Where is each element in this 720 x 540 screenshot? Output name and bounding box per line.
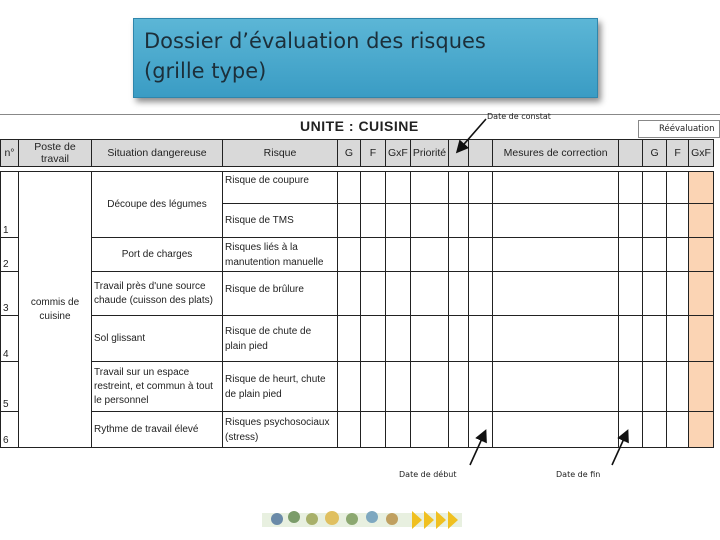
risk-cell: Risque de coupure (223, 172, 338, 204)
row-number: 3 (1, 272, 19, 316)
row-number: 6 (1, 412, 19, 448)
situation-cell: Travail près d'une source chaude (cuisson des plats) (92, 272, 223, 316)
risk-cell: Risque de brûlure (223, 272, 338, 316)
row-number: 2 (1, 238, 19, 272)
arrow-icon (612, 432, 627, 465)
situation-cell: Rythme de travail élevé (92, 412, 223, 448)
risk-cell: Risque de heurt, chute de plain pied (223, 362, 338, 412)
risk-cell: Risque de TMS (223, 204, 338, 238)
header-gxf2: GxF (689, 140, 714, 167)
header-num: n° (1, 140, 19, 167)
risk-cell: Risque de chute de plain pied (223, 316, 338, 362)
unit-label: UNITE : CUISINE (300, 118, 419, 134)
situation-cell: Découpe des légumes (92, 172, 223, 238)
header-mesures: Mesures de correction (493, 140, 619, 167)
header-poste: Poste de travail (19, 140, 92, 167)
header-f2: F (667, 140, 689, 167)
risk-cell: Risques liés à la manutention manuelle (223, 238, 338, 272)
header-f: F (361, 140, 386, 167)
date-fin-label: Date de fin (556, 470, 601, 479)
situation-cell: Port de charges (92, 238, 223, 272)
arrow-icon (470, 432, 485, 465)
date-debut-label: Date de début (399, 470, 457, 479)
header-risque: Risque (223, 140, 338, 167)
row-number: 1 (1, 172, 19, 238)
risk-cell: Risques psychosociaux (stress) (223, 412, 338, 448)
title-line-1: Dossier d’évaluation des risques (144, 29, 486, 53)
situation-cell: Sol glissant (92, 316, 223, 362)
header-g2: G (643, 140, 667, 167)
row-number: 4 (1, 316, 19, 362)
situation-cell: Travail sur un espace restreint, et commun à tout le personnel (92, 362, 223, 412)
title-line-2: (grille type) (144, 59, 267, 83)
reevaluation-label: Réévaluation (638, 120, 720, 138)
header-situation: Situation dangereuse (92, 140, 223, 167)
row-number: 5 (1, 362, 19, 412)
header-g: G (338, 140, 361, 167)
decorative-banner-icon (262, 505, 462, 535)
date-constat-label: Date de constat (487, 112, 551, 121)
arrow-icon (458, 119, 486, 151)
header-gxf: GxF (386, 140, 411, 167)
header-priorite: Priorité (410, 140, 448, 167)
poste-cell: commis de cuisine (19, 172, 92, 448)
